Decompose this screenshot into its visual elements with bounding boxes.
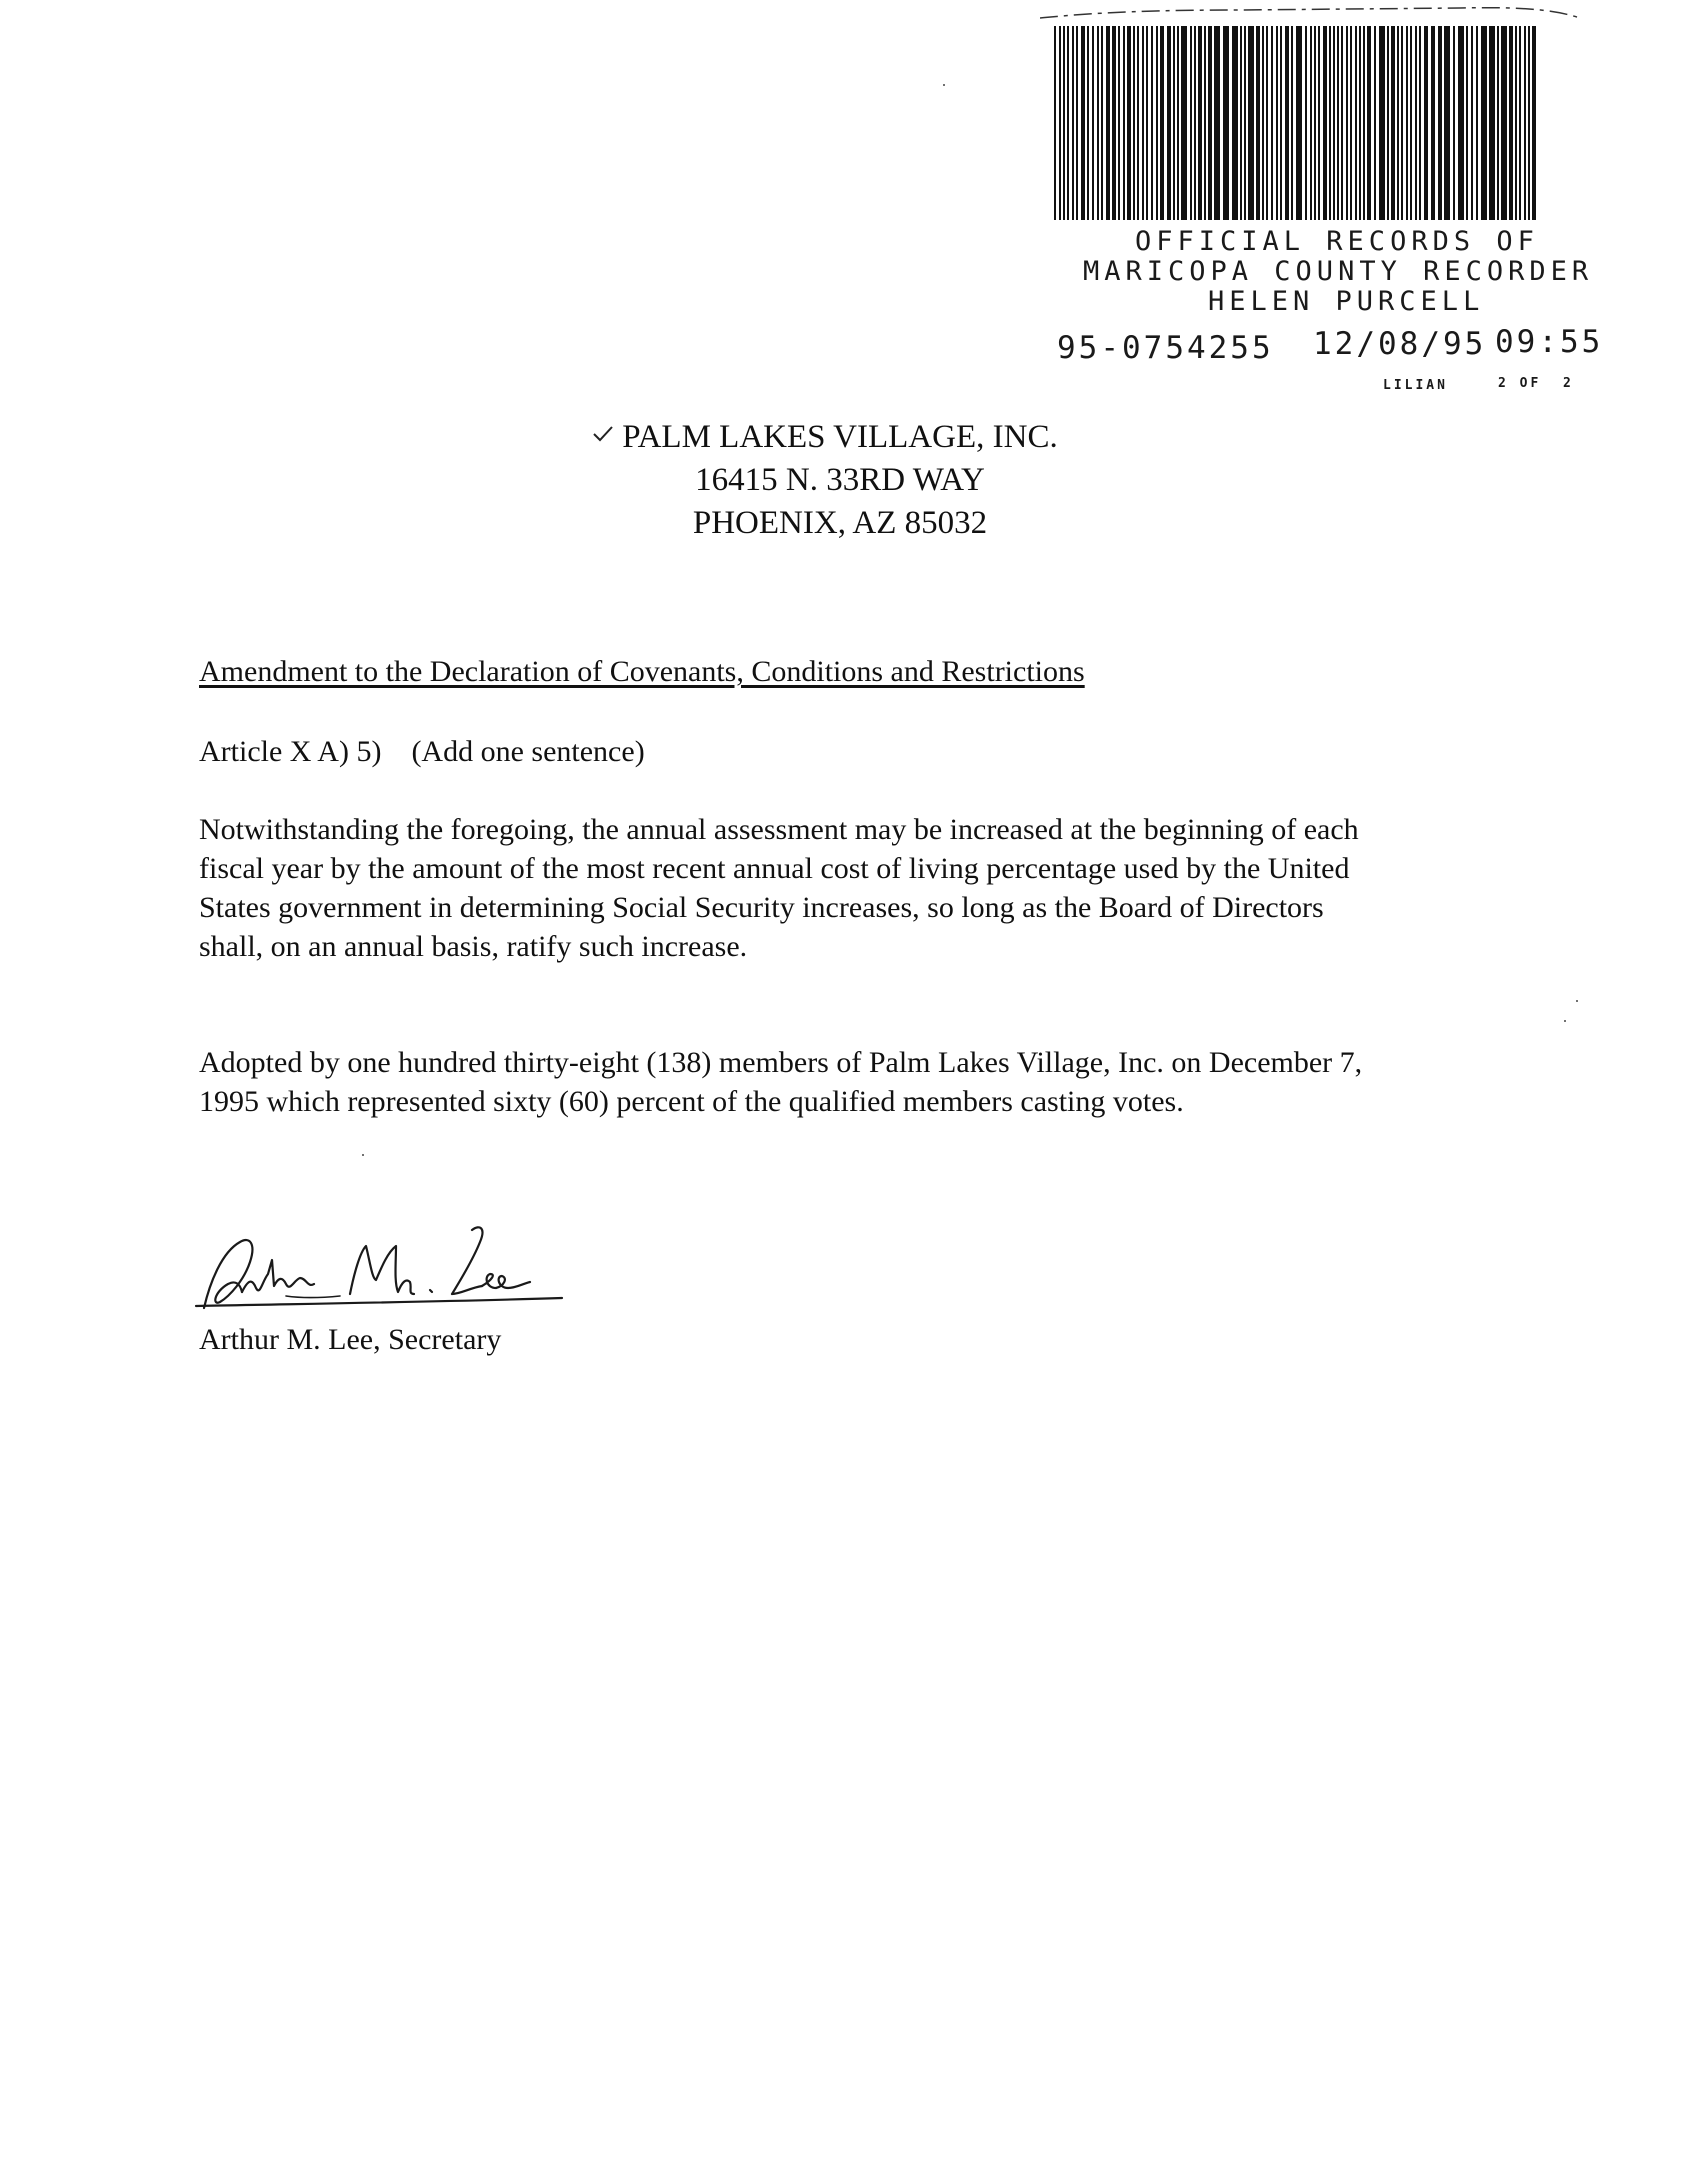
barcode-bar (1397, 26, 1399, 220)
barcode-bar (1350, 26, 1352, 220)
barcode-bar (1466, 26, 1468, 220)
barcode-bar (1137, 26, 1139, 220)
barcode-bar (1337, 26, 1339, 220)
barcode-bar (1419, 26, 1421, 220)
barcode-bar (1481, 26, 1487, 220)
letterhead (560, 416, 1120, 545)
article-reference: Article X A) 5) (Add one sentence) (199, 735, 645, 768)
barcode-bar (1524, 26, 1526, 220)
barcode-bar (1318, 26, 1320, 220)
stamp-document-number: 95-0754255 (1057, 330, 1274, 366)
barcode-bar (1410, 26, 1412, 220)
barcode-bar (1146, 26, 1148, 220)
barcode-bar (1127, 26, 1131, 220)
barcode-bar (1367, 26, 1371, 220)
barcode-bar (1387, 26, 1389, 220)
barcode-bar (1173, 26, 1175, 220)
barcode-bar (1101, 26, 1103, 220)
stamp-county-recorder: MARICOPA COUNTY RECORDER (1083, 256, 1594, 287)
barcode-bar (1363, 26, 1365, 220)
barcode-bar (1266, 26, 1268, 220)
barcode-bar (1106, 26, 1110, 220)
barcode-bar (1067, 26, 1069, 220)
barcode-bar (1118, 26, 1120, 220)
paragraph-line: shall, on an annual basis, ratify such increase. (199, 930, 748, 963)
stamp-date: 12/08/95 (1313, 326, 1487, 362)
barcode-bar (1076, 26, 1078, 220)
barcode-bar (1532, 26, 1536, 220)
barcode-bar (1323, 26, 1327, 220)
stamp-official-records: OFFICIAL RECORDS OF (1135, 226, 1539, 257)
barcode-bar (1123, 26, 1125, 220)
stamp-page-indicator: 2 OF 2 (1498, 376, 1574, 391)
scan-speck (1564, 1020, 1566, 1022)
barcode-bar (1359, 26, 1361, 220)
barcode-bar (1438, 26, 1442, 220)
barcode-bar (1346, 26, 1348, 220)
scan-speck (1576, 1000, 1578, 1002)
organization-street: 16415 N. 33RD WAY (695, 462, 985, 498)
barcode-bar (1151, 26, 1153, 220)
barcode-bar (1497, 26, 1499, 220)
barcode-bar (1444, 26, 1450, 220)
stamp-top-border (1040, 6, 1580, 20)
barcode-bar (1489, 26, 1495, 220)
barcode-bar (1240, 26, 1242, 220)
barcode-bar (1081, 26, 1085, 220)
organization-city: PHOENIX, AZ 85032 (692, 505, 988, 541)
barcode (1052, 26, 1542, 220)
barcode-bar (1097, 26, 1099, 220)
barcode-bar (1355, 26, 1357, 220)
barcode-bar (1232, 26, 1238, 220)
barcode-bar (1181, 26, 1187, 220)
barcode-bar (1248, 26, 1254, 220)
barcode-bar (1501, 26, 1507, 220)
barcode-bar (1160, 26, 1164, 220)
stamp-time: 09:55 (1495, 324, 1604, 360)
amendment-paragraph (199, 810, 1499, 966)
barcode-bar (1415, 26, 1417, 220)
organization-name: PALM LAKES VILLAGE, INC. (622, 419, 1058, 455)
barcode-bar (1329, 26, 1331, 220)
barcode-bar (1204, 26, 1206, 220)
barcode-bar (1471, 26, 1473, 220)
barcode-bar (1214, 26, 1220, 220)
barcode-bar (1063, 26, 1065, 220)
stamp-clerk: LILIAN (1383, 378, 1448, 393)
barcode-bar (1167, 26, 1171, 220)
barcode-bar (1133, 26, 1135, 220)
barcode-bar (1406, 26, 1408, 220)
barcode-bar (1262, 26, 1264, 220)
barcode-bar (1072, 26, 1074, 220)
barcode-bar (1431, 26, 1435, 220)
signer-caption: Arthur M. Lee, Secretary (199, 1323, 502, 1356)
barcode-bar (1208, 26, 1212, 220)
barcode-bar (1401, 26, 1403, 220)
scan-speck (943, 84, 945, 86)
barcode-bar (1223, 26, 1229, 220)
barcode-bar (1509, 26, 1513, 220)
barcode-bar (1276, 26, 1278, 220)
barcode-bar (1391, 26, 1395, 220)
barcode-bar (1198, 26, 1202, 220)
barcode-bar (1156, 26, 1158, 220)
barcode-bar (1528, 26, 1530, 220)
scan-speck (362, 1154, 364, 1156)
barcode-bar (1271, 26, 1273, 220)
barcode-bar (1112, 26, 1116, 220)
barcode-bar (1059, 26, 1061, 220)
barcode-bar (1087, 26, 1089, 220)
barcode-bar (1296, 26, 1302, 220)
adoption-paragraph (199, 1043, 1499, 1121)
barcode-bar (1054, 26, 1056, 220)
paragraph-line: States government in determining Social Security increases, so long as the Board of Directors (199, 891, 1324, 924)
barcode-bar (1256, 26, 1260, 220)
barcode-bar (1314, 26, 1316, 220)
paragraph-line: 1995 which represented sixty (60) percent of the qualified members casting votes. (199, 1085, 1184, 1118)
barcode-bar (1341, 26, 1343, 220)
stamp-recorder-name: HELEN PURCELL (1208, 286, 1485, 317)
barcode-bar (1374, 26, 1376, 220)
barcode-bar (1519, 26, 1521, 220)
barcode-bar (1092, 26, 1094, 220)
barcode-bar (1142, 26, 1144, 220)
barcode-bar (1291, 26, 1293, 220)
barcode-bar (1310, 26, 1312, 220)
paragraph-line: Adopted by one hundred thirty-eight (138) members of Palm Lakes Village, Inc. on December 7, (199, 1046, 1363, 1079)
barcode-bar (1194, 26, 1196, 220)
barcode-bar (1305, 26, 1307, 220)
barcode-bar (1458, 26, 1464, 220)
handwritten-signature (190, 1222, 570, 1312)
document-heading: Amendment to the Declaration of Covenants, Conditions and Restrictions (199, 655, 1085, 688)
barcode-bar (1285, 26, 1289, 220)
barcode-bar (1476, 26, 1478, 220)
barcode-bar (1333, 26, 1335, 220)
barcode-bar (1280, 26, 1282, 220)
barcode-bar (1244, 26, 1246, 220)
barcode-bar (1190, 26, 1192, 220)
paragraph-line: fiscal year by the amount of the most recent annual cost of living percentage used by the United (199, 852, 1350, 885)
barcode-bar (1453, 26, 1455, 220)
barcode-bar (1515, 26, 1517, 220)
barcode-bar (1177, 26, 1179, 220)
paragraph-line: Notwithstanding the foregoing, the annual assessment may be increased at the beginning of each (199, 813, 1359, 846)
barcode-bar (1379, 26, 1385, 220)
barcode-bar (1424, 26, 1428, 220)
